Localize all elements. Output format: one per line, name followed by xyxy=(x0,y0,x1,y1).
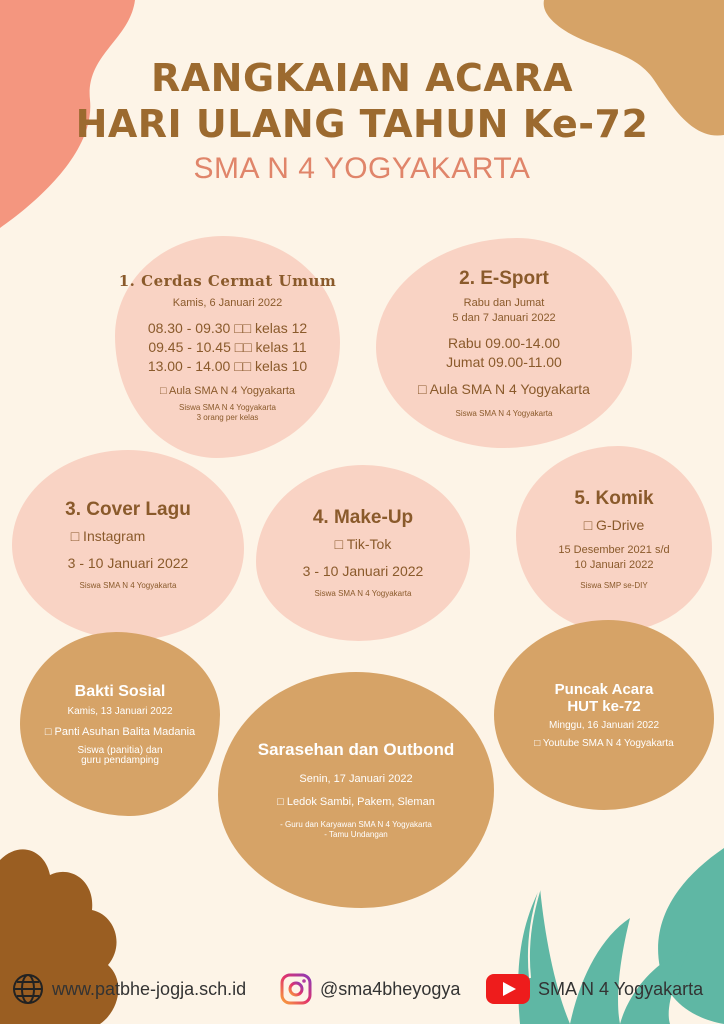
event-title: Bakti Sosial xyxy=(74,682,166,700)
event-title: 1. Cerdas Cermat Umum xyxy=(118,271,337,290)
title-line-2: HARI ULANG TAHUN Ke-72 xyxy=(75,102,649,146)
event-title: Sarasehan dan Outbond xyxy=(257,740,455,759)
event-make-up xyxy=(256,465,470,641)
title-line-1: RANGKAIAN ACARA xyxy=(151,56,573,100)
event-komik xyxy=(516,446,712,632)
website-link[interactable]: www.patbhe-jogja.sch.id xyxy=(52,978,247,999)
event-esport xyxy=(376,238,632,448)
youtube-icon xyxy=(486,974,530,1004)
event-location: □ Ledok Sambi, Pakem, Sleman xyxy=(277,796,435,808)
event-date: 3 - 10 Januari 2022 xyxy=(67,555,189,571)
footer-website[interactable] xyxy=(12,974,246,1004)
globe-icon xyxy=(12,973,44,1005)
event-cerdas-cermat xyxy=(115,236,340,458)
event-platform: □ Instagram xyxy=(70,528,146,544)
event-title: Puncak Acara xyxy=(554,681,654,698)
event-title: 2. E-Sport xyxy=(459,267,549,289)
schedule-item: 08.30 - 09.30 □□ kelas 12 xyxy=(147,319,308,336)
event-bakti-sosial xyxy=(20,632,220,816)
instagram-handle[interactable]: @sma4bheyogya xyxy=(320,978,461,999)
schedule-item: 13.00 - 14.00 □□ kelas 10 xyxy=(147,357,308,374)
event-participants: Siswa SMA N 4 Yogyakarta xyxy=(179,402,276,412)
event-participants: Siswa SMA N 4 Yogyakarta xyxy=(79,581,177,590)
event-participants: Siswa SMP se-DIY xyxy=(580,580,648,590)
event-date: 10 Januari 2022 xyxy=(574,558,654,571)
event-location: □ Youtube SMA N 4 Yogyakarta xyxy=(534,738,674,749)
instagram-icon xyxy=(280,973,312,1005)
event-location: □ Panti Asuhan Balita Madania xyxy=(44,725,196,738)
event-sarasehan xyxy=(218,672,494,908)
event-platform: □ Tik-Tok xyxy=(334,536,392,552)
event-time: Rabu 09.00-14.00 xyxy=(447,334,561,351)
event-participants: Siswa SMA N 4 Yogyakarta xyxy=(455,408,553,418)
event-title: 4. Make-Up xyxy=(312,507,414,528)
event-participants: - Tamu Undangan xyxy=(324,830,388,839)
event-title: HUT ke-72 xyxy=(567,698,641,715)
event-date: Kamis, 6 Januari 2022 xyxy=(172,296,283,309)
event-cover-lagu xyxy=(12,450,244,640)
event-participants: Siswa SMA N 4 Yogyakarta xyxy=(314,589,412,598)
event-date: Rabu dan Jumat xyxy=(463,296,545,309)
event-time: Jumat 09.00-11.00 xyxy=(446,353,562,370)
event-title: 3. Cover Lagu xyxy=(65,499,191,520)
event-date: Kamis, 13 Januari 2022 xyxy=(67,705,173,717)
event-date: Senin, 17 Januari 2022 xyxy=(299,773,413,785)
footer-instagram[interactable] xyxy=(280,974,460,1004)
event-participants: Siswa (panitia) dan xyxy=(77,744,163,756)
footer-youtube[interactable] xyxy=(486,974,703,1004)
event-participants: 3 orang per kelas xyxy=(196,412,259,422)
event-platform: □ G-Drive xyxy=(583,516,645,533)
event-location: □ Aula SMA N 4 Yogyakarta xyxy=(159,384,296,397)
event-date: 5 dan 7 Januari 2022 xyxy=(452,311,556,324)
event-date: Minggu, 16 Januari 2022 xyxy=(548,720,660,731)
youtube-channel[interactable]: SMA N 4 Yogyakarta xyxy=(538,978,704,999)
event-date: 3 - 10 Januari 2022 xyxy=(302,563,424,579)
subtitle: SMA N 4 YOGYAKARTA xyxy=(193,152,531,185)
event-date: 15 Desember 2021 s/d xyxy=(558,543,670,556)
event-puncak-acara xyxy=(494,620,714,810)
event-participants: guru pendamping xyxy=(81,754,159,766)
event-participants: - Guru dan Karyawan SMA N 4 Yogyakarta xyxy=(280,820,432,829)
event-title: 5. Komik xyxy=(574,487,654,509)
event-location: □ Aula SMA N 4 Yogyakarta xyxy=(418,380,590,397)
schedule-item: 09.45 - 10.45 □□ kelas 11 xyxy=(148,338,307,355)
